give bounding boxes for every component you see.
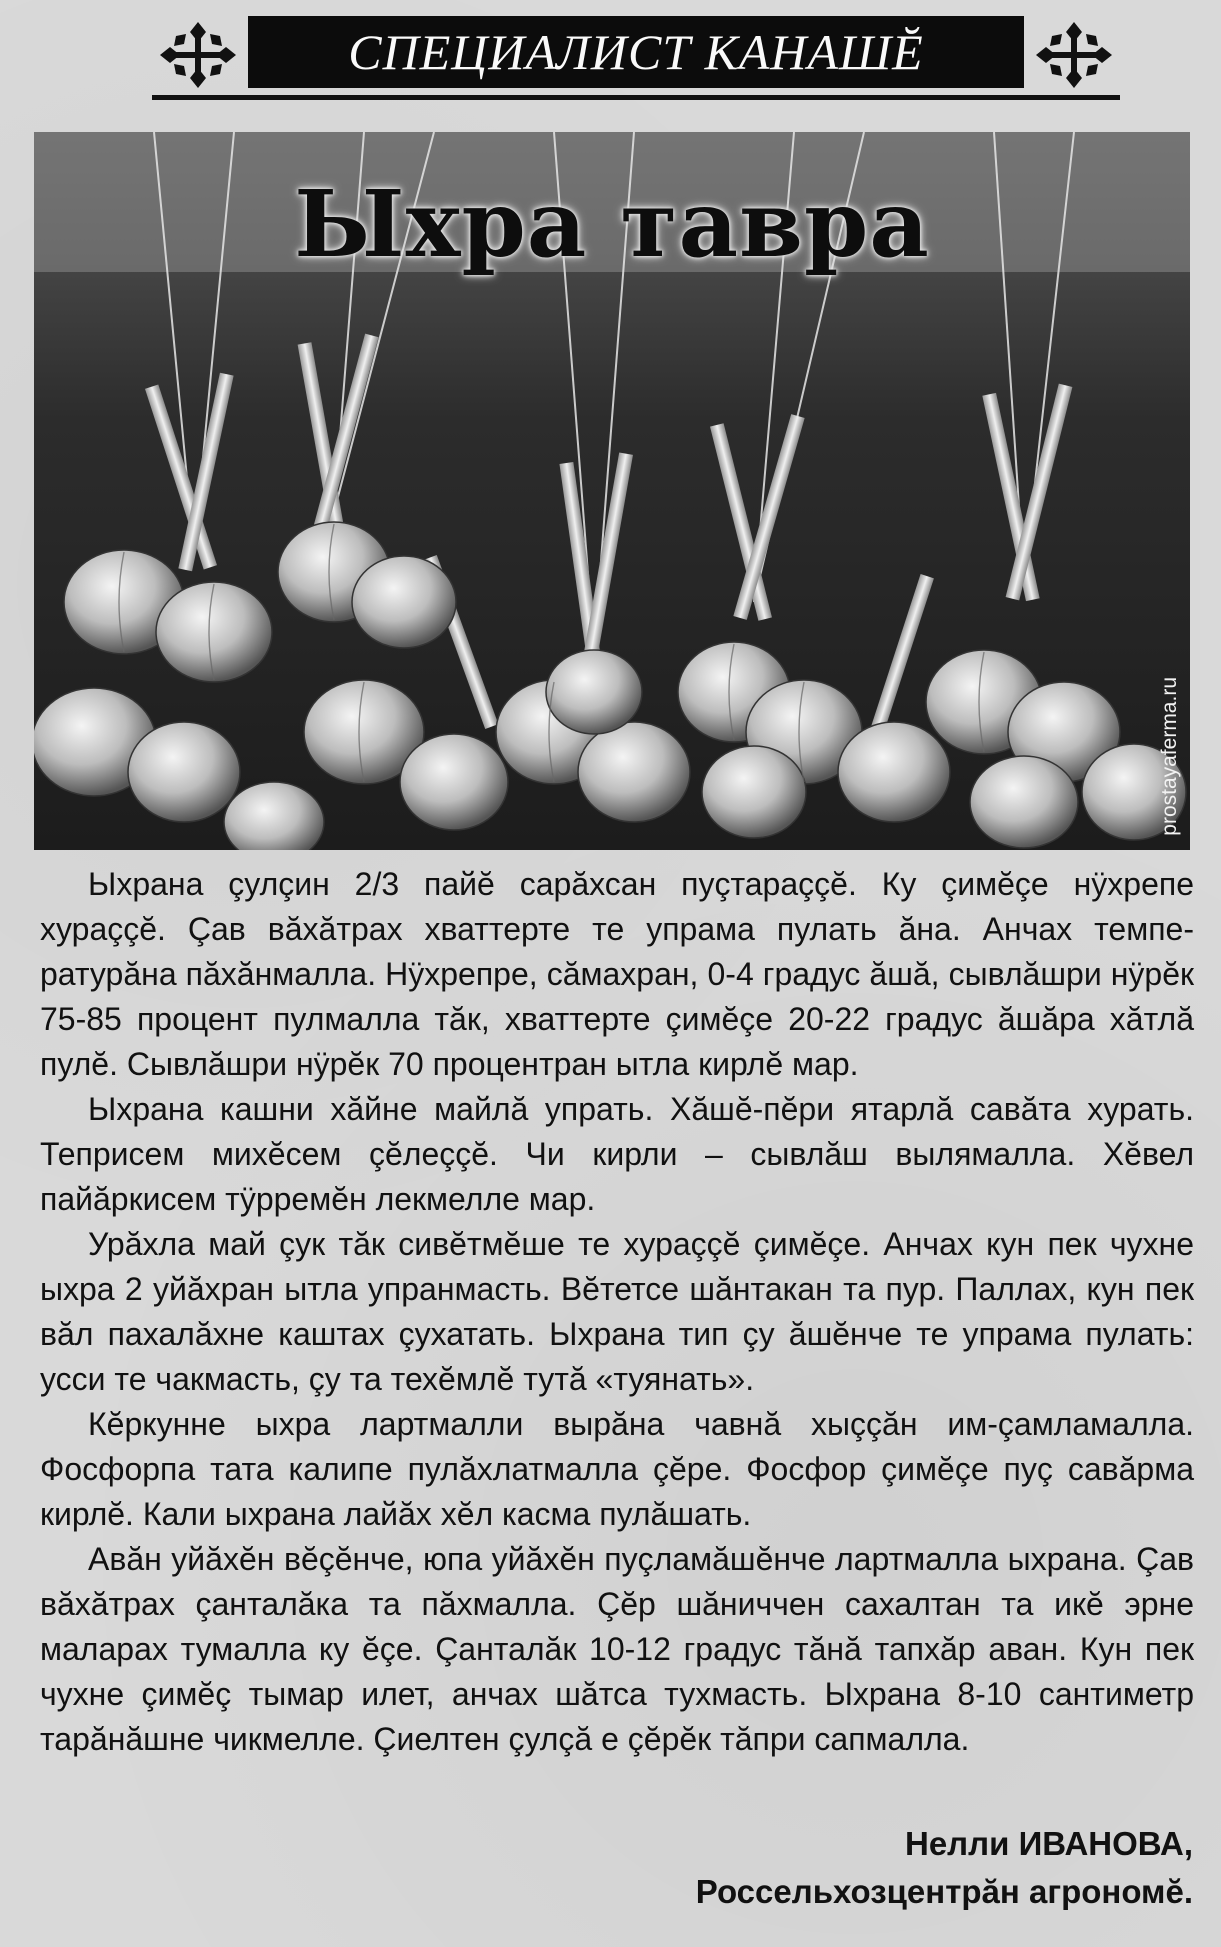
- rubric-banner: [248, 16, 1024, 88]
- article-headline: Ыхра тавра: [294, 170, 930, 278]
- author-name: Нелли ИВАНОВА,: [905, 1825, 1193, 1862]
- photo-credit: prostayaferma.ru: [1158, 677, 1181, 836]
- header-rule: [152, 95, 1120, 100]
- article-paragraph: Авăн уйăхĕн вĕçĕнче, юпа уйăхĕн пуçламăшĕнче лартмалла ыхрана. Çав вăхăтрах çанталăка та пăхмалла. Çĕр шăниччен сахалтан та икĕ эрне маларах тумалла ку ĕçе. Çанталăк 10-12 градус тăнă тапхăр аван. Кун пек чухне çимĕç тымар илет, анчах шăтса тухмасть. Ыхрана 8-10 сантиметр тарăнăшне чикмелле. Çиелтен çулçă е çĕрĕк тăпри сапмалла.: [40, 1541, 1194, 1757]
- author-signature: [696, 1820, 1193, 1916]
- rubric-title: СПЕЦИАЛИСТ КАНАШĔ: [348, 24, 924, 80]
- article-paragraph: Урăхла май çук тăк сивĕтмĕше те хураççĕ çимĕçе. Анчах кун пек чухне ыхра 2 уйăхран ытла упранмасть. Вĕтетсе шăнтакан та пур. Паллах, кун пек вăл пахалăхне каштах çухатать. Ыхрана тип çу ăшĕнче те упрама пулать: усси те чакмасть, çу та техĕмлĕ тутă «туянать».: [40, 1226, 1194, 1397]
- chuvash-ornament-icon: [1032, 22, 1116, 88]
- chuvash-ornament-icon: [156, 22, 240, 88]
- article-body: [40, 862, 1194, 1762]
- garlic-photo: [34, 132, 1190, 850]
- article-paragraph: Ыхрана çулçин 2/3 пайĕ сарăхсан пуçтараççĕ. Ку çимĕçе нÿхрепе хураççĕ. Çав вăхăтрах хваттерте те упрама пулать ăна. Анчах температурăна пăхăнмалла. Нÿхрепре, сăмахран, 0-4 градус ăшă, сывлăшри нÿрĕк 75-85 процент пулмалла тăк, хваттерте çимĕçе 20-22 градус ăшăра хăтлă пулĕ. Сывлăшри нÿрĕк 70 процентран ытла кирлĕ мар.: [40, 866, 1194, 1082]
- article-paragraph: Кĕркунне ыхра лартмалли вырăна чавнă хыççăн им-çамламалла. Фосфорпа тата калипе пулăхлатмалла çĕре. Фосфор çимĕçе пуç савăрма кирлĕ. Кали ыхрана лайăх хĕл касма пулăшать.: [40, 1406, 1194, 1532]
- author-position: Россельхозцентрăн агрономĕ.: [695, 1873, 1193, 1910]
- article-paragraph: Ыхрана кашни хăйне майлă упрать. Хăшĕ-пĕри ятарлă савăта хурать. Теприсем михĕсем çĕлеççĕ. Чи кирли – сывлăш вылямалла. Хĕвел пайăркисем тÿрремĕн лекмелле мар.: [40, 1091, 1194, 1217]
- rubric-header: [152, 14, 1120, 100]
